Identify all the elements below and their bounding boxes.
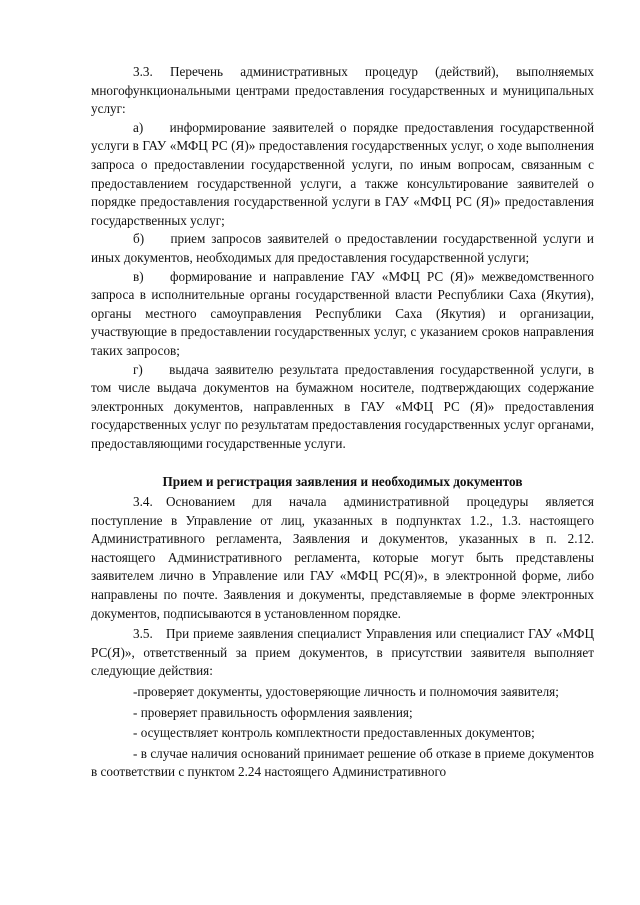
section-3-5-action-3: - осуществляет контроль комплектности предоставленных документов; (133, 725, 535, 741)
section-3-5-action-1: -проверяет документы, удостоверяющие личность и полномочия заявителя; (133, 684, 559, 699)
section-3-3-item-g: г) выдача заявителю результата предоставления государственной услуги, в том числе выдача документов на бумажном носителе, подтверждающих содержание электронных документов, направленных в ГАУ «МФЦ РС (Я)» предоставления государственных услуг по результатам предоставления государственных услуг органами, предоставляющими государственные услуги. (91, 361, 594, 451)
section-3-3-item-v: в) формирование и направление ГАУ «МФЦ РС (Я)» межведомственного запроса в исполнительные органы государственной власти Республики Саха (Якутия), органы местного самоуправления Республики Саха (Якутия) и организации, участвующие в предоставлении государственных услуг, с указанием сроков направления таких запросов; (91, 268, 594, 358)
section-3-3-item-a: а) информирование заявителей о порядке предоставления государственной услуги в ГАУ «МФЦ РС (Я)» предоставления государственных услуг, о ходе выполнения запроса о предоставлении государственной услуги, по иным вопросам, связанным с предоставлением государственной услуги, а также консультирование заявителей о порядке предоставления государственной услуги в ГАУ «МФЦ РС (Я)» предоставления государственных услуг; (91, 119, 594, 228)
section-3-4: 3.4. Основанием для начала административной процедуры является поступление в Управление от лиц, указанных в подпунктах 1.2., 1.3. настоящего Административного регламента, Заявления и документов, указанных в п. 2.12. настоящего Административного регламента, которые могут быть представлены заявителем лично в Управление или ГАУ «МФЦ РС(Я)», в электронной форме, либо направлены по почте. Заявления и документы, представляемые в форме электронных документов, подписываются в установленном порядке. (91, 494, 594, 621)
section-heading: Прием и регистрация заявления и необходимых документов (162, 474, 523, 490)
section-3-5-intro: 3.5. При приеме заявления специалист Управления или специалист ГАУ «МФЦ РС(Я)», ответственный за прием документов, в присутствии заявителя выполняет следующие действия: (91, 626, 594, 679)
section-3-5-action-2: - проверяет правильность оформления заявления; (133, 704, 413, 720)
document-page (91, 63, 594, 782)
section-3-3-intro: 3.3. Перечень административных процедур (действий), выполняемых многофункциональными центрами предоставления государственных и муниципальных услуг: (91, 64, 594, 117)
section-3-3-item-b: б) прием запросов заявителей о предоставлении государственной услуги и иных документов, необходимых для предоставления государственной услуги; (91, 231, 594, 265)
section-3-5-action-4: - в случае наличия оснований принимает решение об отказе в приеме документов в соответствии с пунктом 2.24 настоящего Административного (91, 745, 594, 780)
